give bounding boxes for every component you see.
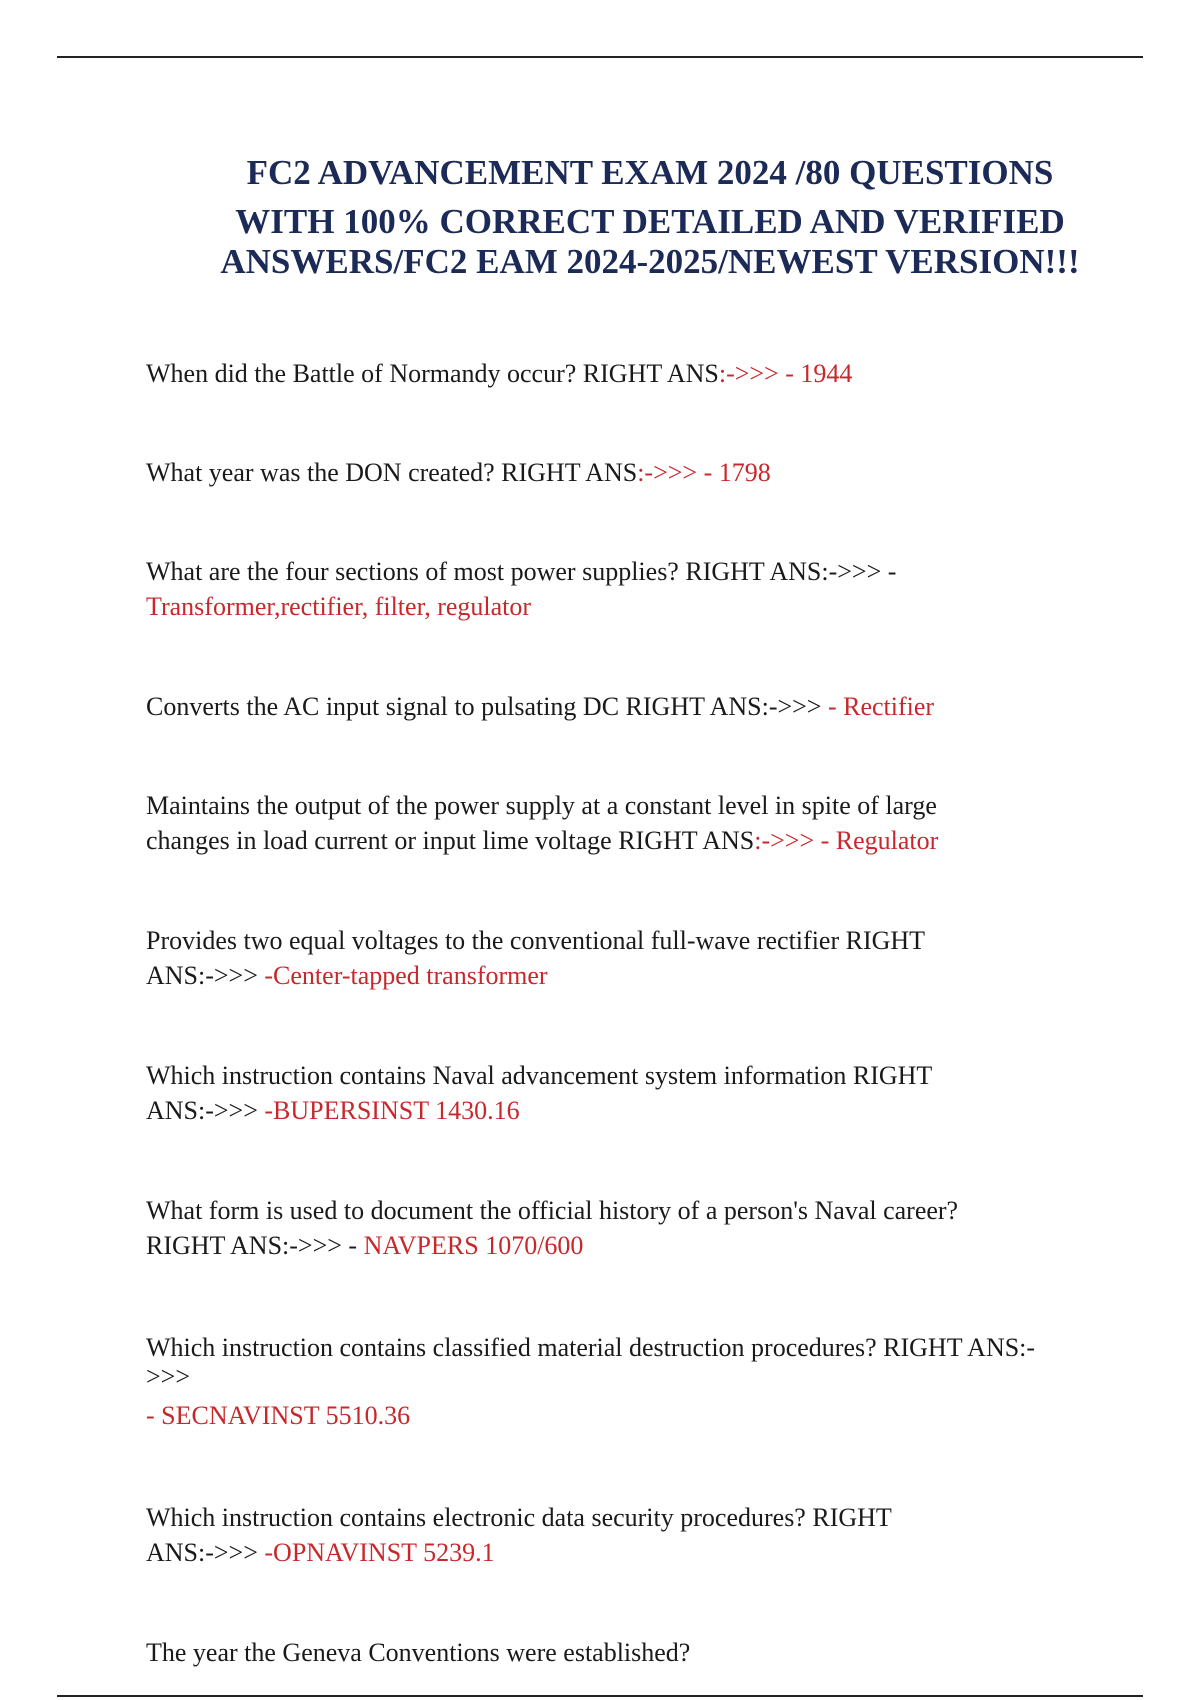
qa-item (146, 1635, 1146, 1670)
title-line: FC2 ADVANCEMENT EXAM 2024 /80 QUESTIONS (246, 153, 1054, 192)
qa-item (146, 1500, 1146, 1570)
answer-text: - SECNAVINST 5510.36 (146, 1401, 411, 1430)
qa-item (146, 356, 1146, 391)
qa-item (146, 788, 1146, 858)
question-text: What year was the DON created? RIGHT ANS (146, 458, 638, 487)
title-line: WITH 100% CORRECT DETAILED AND VERIFIED (235, 202, 1065, 241)
qa-item (146, 1193, 1146, 1263)
qa-item (146, 689, 1146, 724)
answer-text: -BUPERSINST 1430.16 (264, 1096, 520, 1125)
answer-text: NAVPERS 1070/600 (363, 1231, 584, 1260)
qa-item (146, 1058, 1146, 1128)
answer-text: :->>> - 1944 (718, 359, 853, 388)
question-text: Which instruction contains Naval advancement system information RIGHT (146, 1061, 933, 1090)
answer-text: :->>> - Regulator (754, 826, 939, 855)
question-text: >>> (146, 1362, 190, 1391)
answer-text: Transformer,rectifier, filter, regulator (146, 592, 532, 621)
qa-item (146, 455, 1146, 490)
question-text: ANS:->>> (146, 1538, 265, 1567)
answer-text: :->>> - 1798 (637, 458, 771, 487)
title-line: ANSWERS/FC2 EAM 2024-2025/NEWEST VERSION!!! (220, 242, 1080, 281)
question-text: ANS:->>> (146, 1096, 265, 1125)
question-text: When did the Battle of Normandy occur? RIGHT ANS (146, 359, 719, 388)
answer-text: -OPNAVINST 5239.1 (264, 1538, 495, 1567)
document-title (150, 150, 1150, 285)
question-text: Which instruction contains classified material destruction procedures? RIGHT ANS:- (146, 1333, 1036, 1362)
question-text: changes in load current or input lime voltage RIGHT ANS (146, 826, 755, 855)
question-text: What are the four sections of most power supplies? RIGHT ANS:->>> - (146, 557, 897, 586)
answer-text: -Center-tapped transformer (264, 961, 548, 990)
question-text: What form is used to document the official history of a person's Naval career? (146, 1196, 959, 1225)
question-text: Which instruction contains electronic data security procedures? RIGHT (146, 1503, 892, 1532)
question-text: Maintains the output of the power supply at a constant level in spite of large (146, 791, 937, 820)
qa-item (146, 554, 1146, 624)
bottom-rule (57, 1695, 1143, 1697)
top-rule (57, 56, 1143, 58)
question-text: Provides two equal voltages to the conventional full-wave rectifier RIGHT (146, 926, 926, 955)
question-text: The year the Geneva Conventions were established? (146, 1638, 691, 1667)
question-text: Converts the AC input signal to pulsating DC RIGHT ANS:->>> (146, 692, 828, 721)
qa-item (146, 1330, 1146, 1433)
answer-text: - Rectifier (827, 692, 935, 721)
question-text: RIGHT ANS:->>> - (146, 1231, 364, 1260)
question-text: ANS:->>> (146, 961, 265, 990)
qa-item (146, 923, 1146, 993)
